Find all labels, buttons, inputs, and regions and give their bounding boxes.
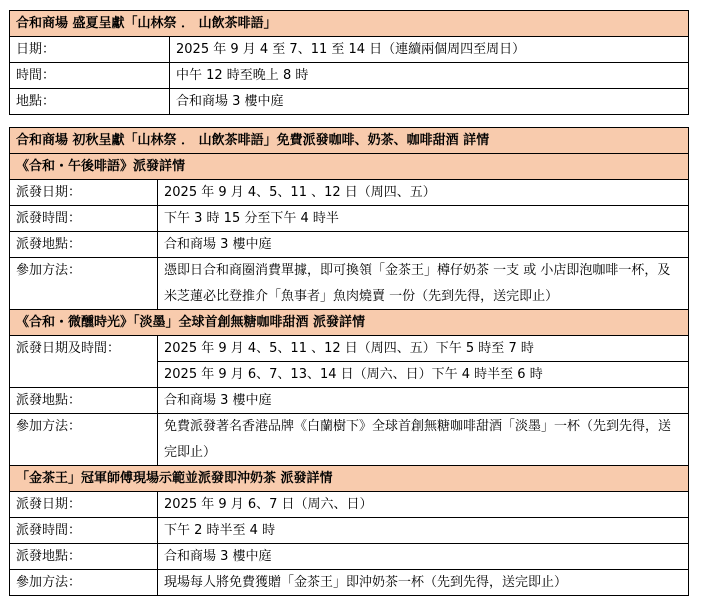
section1-date-value: 2025 年 9 月 4、5、11 、12 日（周四、五） [158, 180, 689, 206]
section-header-row [10, 310, 689, 336]
time-value: 中午 12 時至晚上 8 時 [170, 63, 689, 89]
time-label: 時間： [10, 63, 170, 89]
table-row [10, 518, 689, 544]
section1-time-label: 派發時間： [10, 206, 158, 232]
section2-method-label: 參加方法： [10, 414, 158, 466]
section1-method-value: 憑即日合和商圈消費單據，即可換領「金茶王」樽仔奶茶 一支 或 小店即泡咖啡一杯，及米芝蓮必比登推介「魚事者」魚肉燒賣 一份（先到先得，送完即止） [158, 258, 689, 310]
table-row [10, 89, 689, 115]
date-value: 2025 年 9 月 4 至 7、11 至 14 日（連續兩個周四至周日） [170, 37, 689, 63]
section3-place-value: 合和商場 3 樓中庭 [158, 544, 689, 570]
place-label: 地點： [10, 89, 170, 115]
table-row [10, 232, 689, 258]
section3-method-value: 現場每人將免費獲贈「金茶王」即沖奶茶一杯（先到先得，送完即止） [158, 570, 689, 596]
table-row [10, 180, 689, 206]
section3-time-value: 下午 2 時半至 4 時 [158, 518, 689, 544]
date-label: 日期： [10, 37, 170, 63]
section2-datetime-value-1: 2025 年 9 月 4、5、11 、12 日（周四、五）下午 5 時至 7 時 [158, 336, 689, 362]
table-header-row [10, 11, 689, 37]
section3-date-value: 2025 年 9 月 6、7 日（周六、日） [158, 492, 689, 518]
table-row [10, 63, 689, 89]
table-row [10, 492, 689, 518]
table-row [10, 258, 689, 310]
section3-time-label: 派發時間： [10, 518, 158, 544]
section1-time-value: 下午 3 時 15 分至下午 4 時半 [158, 206, 689, 232]
section1-title: 《合和・午後啡語》派發詳情 [10, 154, 689, 180]
section3-title: 「金茶王」冠軍師傅現場示範並派發即沖奶茶 派發詳情 [10, 466, 689, 492]
section2-datetime-value-2: 2025 年 9 月 6、7、13、14 日（周六、日）下午 4 時半至 6 時 [158, 362, 689, 388]
section1-place-value: 合和商場 3 樓中庭 [158, 232, 689, 258]
table-row [10, 570, 689, 596]
section-header-row [10, 154, 689, 180]
table-header-row [10, 128, 689, 154]
section3-method-label: 參加方法： [10, 570, 158, 596]
section1-place-label: 派發地點： [10, 232, 158, 258]
section1-method-label: 參加方法： [10, 258, 158, 310]
section-header-row [10, 466, 689, 492]
giveaway-title: 合和商場 初秋呈獻「山林祭 ． 山飲茶啡語」免費派發咖啡、奶茶、咖啡甜酒 詳情 [10, 128, 689, 154]
table-row [10, 414, 689, 466]
table-row [10, 37, 689, 63]
section1-date-label: 派發日期： [10, 180, 158, 206]
place-value: 合和商場 3 樓中庭 [170, 89, 689, 115]
table-row [10, 206, 689, 232]
section3-place-label: 派發地點： [10, 544, 158, 570]
table-row [10, 388, 689, 414]
summer-event-title: 合和商場 盛夏呈獻「山林祭 ． 山飲茶啡語」 [10, 11, 689, 37]
section2-method-value: 免費派發著名香港品牌《白蘭樹下》全球首創無糖咖啡甜酒「淡墨」一杯（先到先得，送完即止） [158, 414, 689, 466]
section2-place-value: 合和商場 3 樓中庭 [158, 388, 689, 414]
table-row [10, 336, 689, 362]
summer-event-table [9, 10, 689, 115]
section2-title: 《合和・微醺時光》「淡墨」全球首創無糖咖啡甜酒 派發詳情 [10, 310, 689, 336]
section3-date-label: 派發日期： [10, 492, 158, 518]
section2-datetime-label: 派發日期及時間： [10, 336, 158, 388]
autumn-giveaway-table [9, 127, 689, 596]
table-row [10, 544, 689, 570]
section2-place-label: 派發地點： [10, 388, 158, 414]
